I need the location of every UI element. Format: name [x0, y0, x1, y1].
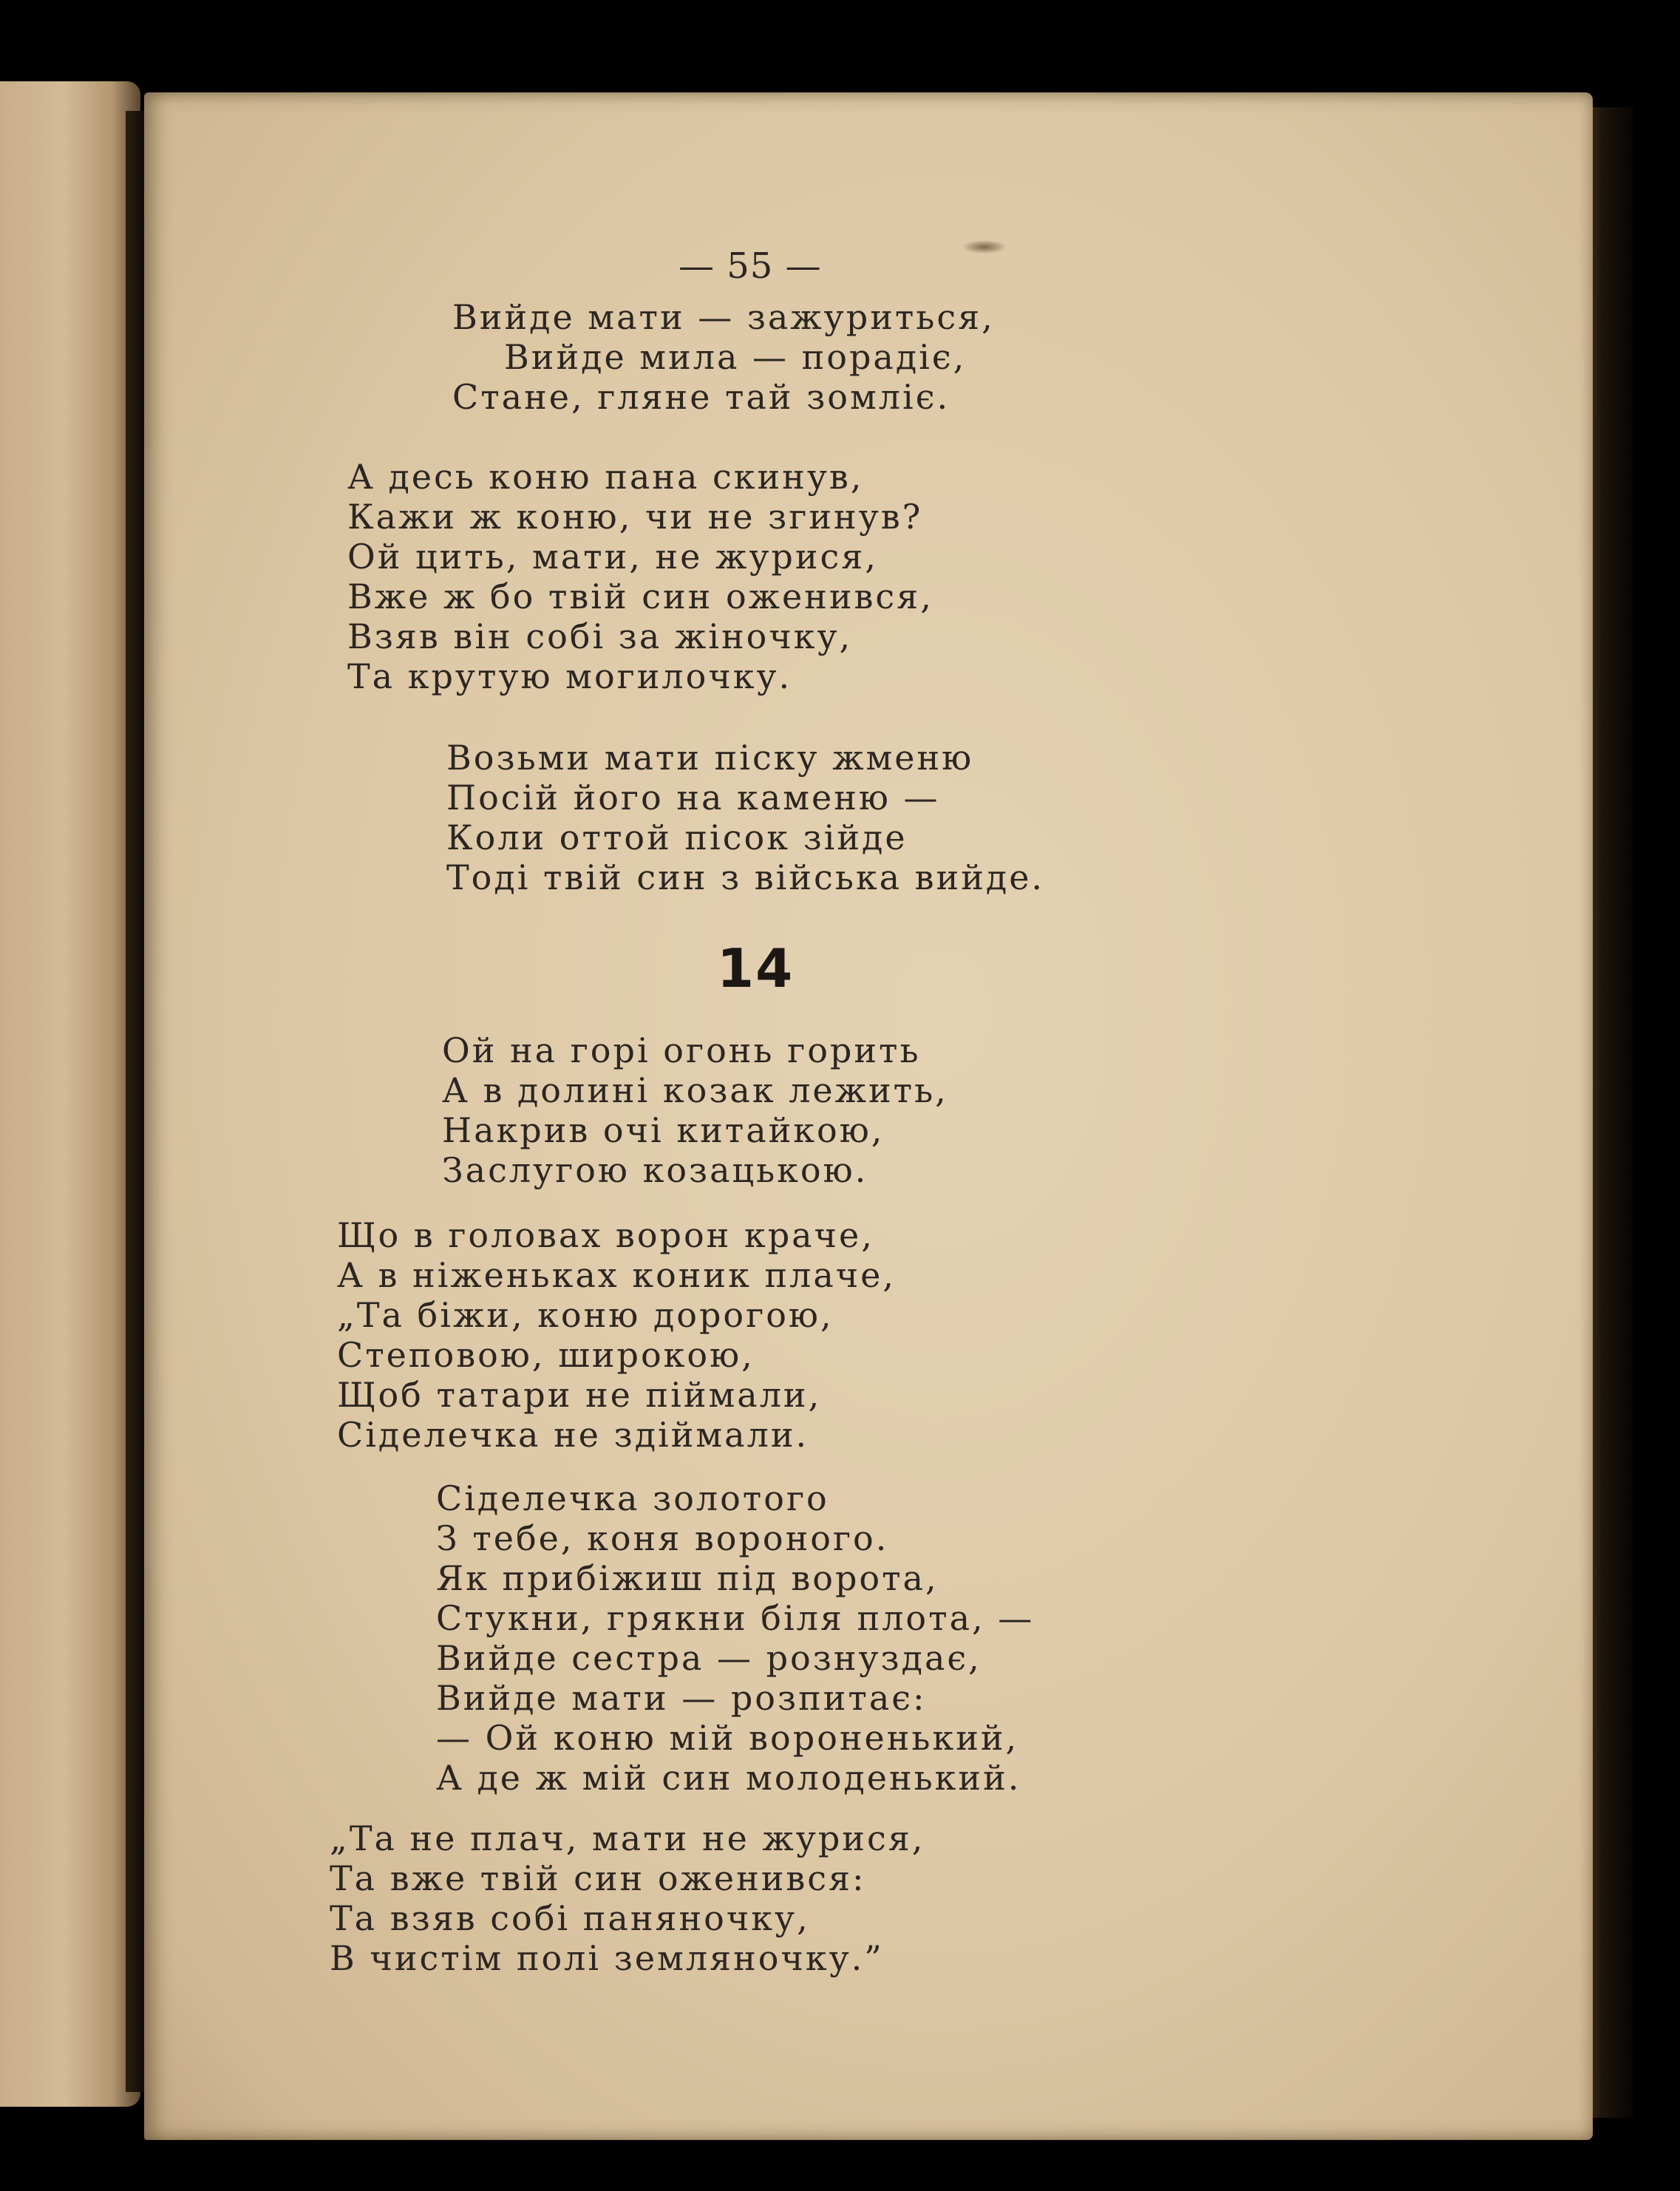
ink-smudge: [963, 240, 1006, 254]
verse-line: Заслугою козацькою.: [442, 1150, 868, 1190]
verse-line: Ой на горі огонь горить: [442, 1030, 921, 1070]
verse-line: А в ніженьках коник плаче,: [337, 1255, 897, 1295]
verse-line: „Та біжи, коню дорогою,: [337, 1295, 834, 1335]
verse-line: Вийде сестра — рознуздає,: [436, 1638, 982, 1678]
left-page-edge: [0, 81, 140, 2107]
verse-line: З тебе, коня вороного.: [436, 1518, 889, 1558]
verse-line: — Ой коню мій вороненький,: [436, 1718, 1019, 1758]
stanza-14-4: [330, 1818, 925, 1978]
verse-line: Та вже твій син оженився:: [330, 1858, 866, 1898]
verse-line: Як прибіжиш під ворота,: [436, 1558, 939, 1598]
verse-line: Вийде мила — порадіє,: [504, 337, 967, 377]
verse-line: Степовою, широкою,: [337, 1335, 755, 1375]
verse-line: Стукни, грякни біля плота, —: [436, 1598, 1035, 1638]
verse-line: Щоб татари не піймали,: [337, 1375, 822, 1415]
stanza-14-2: [337, 1215, 896, 1455]
stanza-top-3: [446, 738, 1044, 897]
verse-line: Вже ж бо твій син оженився,: [347, 577, 933, 616]
page-number: — 55 —: [679, 245, 822, 287]
stanza-top-2: [347, 457, 933, 696]
verse-line: А десь коню пана скинув,: [347, 457, 864, 497]
verse-line: Возьми мати піску жменю: [446, 738, 974, 778]
verse-line: „Та не плач, мати не журися,: [330, 1818, 925, 1858]
verse-line: Та взяв собі паняночку,: [330, 1898, 810, 1938]
verse-line: Що в головах ворон краче,: [337, 1215, 874, 1255]
verse-line: Накрив очі китайкою,: [442, 1110, 885, 1150]
verse-line: В чистім полі земляночку.”: [330, 1938, 884, 1978]
verse-line: Сіделечка золотого: [436, 1478, 829, 1518]
verse-line: Сіделечка не здіймали.: [337, 1415, 809, 1455]
stanza-top-1: [452, 297, 995, 417]
verse-line: Ой цить, мати, не журися,: [347, 537, 878, 577]
section-heading: 14: [717, 937, 795, 999]
verse-line: Вийде мати — розпитає:: [436, 1678, 927, 1718]
stanza-14-1: [442, 1030, 948, 1190]
verse-line: Кажи ж коню, чи не згинув?: [347, 497, 923, 537]
verse-line: А де ж мій син молоденький.: [436, 1758, 1021, 1798]
verse-line: Стане, гляне тай зомліє.: [452, 377, 950, 417]
verse-line: Та крутую могилочку.: [347, 656, 792, 696]
verse-line: Посій його на каменю —: [446, 778, 940, 818]
verse-line: Взяв він собі за жіночку,: [347, 616, 853, 656]
verse-line: Вийде мати — зажуриться,: [452, 297, 995, 337]
verse-line: Коли оттой пісок зійде: [446, 818, 908, 857]
stanza-14-3: [436, 1478, 1034, 1798]
verse-line: Тоді твій син з війська вийде.: [446, 857, 1045, 897]
verse-line: А в долині козак лежить,: [442, 1070, 948, 1110]
